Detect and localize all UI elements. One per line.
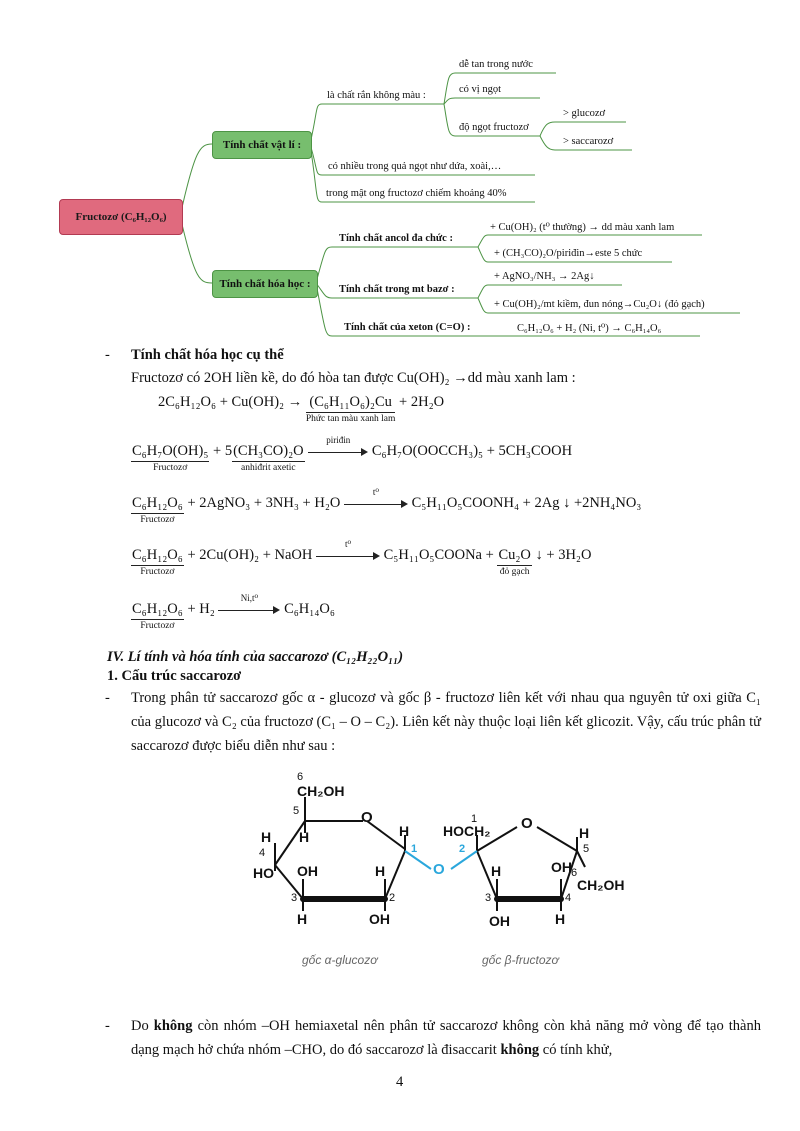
label-alpha-glucose: gốc α-glucozơ (302, 953, 378, 967)
label-c4: 4 (259, 847, 266, 859)
equation-4 (131, 538, 592, 577)
chem-intro: Fructozơ có 2OH liền kề, do đó hòa tan được Cu(OH)₂ →dd màu xanh lam : (131, 370, 576, 386)
label-h3: H (399, 823, 410, 839)
label-ho: HO (253, 865, 274, 881)
label-c6: 6 (297, 771, 304, 783)
eq5-underbrace (131, 601, 184, 631)
label-o-ring2: O (521, 815, 533, 832)
leaf-honey: trong mật ong fructozơ chiếm khoảng 40% (326, 188, 507, 199)
eq4-cond: t⁰ (344, 538, 352, 549)
eq4-underbrace-2 (497, 547, 531, 577)
label-h1: H (261, 829, 272, 845)
node-physical-properties: Tính chất vật lí : (212, 131, 312, 159)
label-f-c3: 3 (485, 892, 492, 904)
eq4-ub1-label: Fructozơ (140, 567, 175, 577)
label-c3: 3 (291, 892, 298, 904)
leaf-sweet: có vị ngọt (459, 84, 501, 95)
leaf-sweetness: độ ngọt fructozơ (459, 122, 529, 133)
eq1-ub-label: Phức tan màu xanh lam (305, 414, 396, 424)
eq2-ub2-label: anhiđrit axetic (241, 463, 296, 473)
eq3-right: C₅H₁₁O₅COONH₄ + 2Ag ↓ +2NH₄NO₃ (411, 495, 642, 511)
eq4-mid: + 2Cu(OH)₂ + NaOH (187, 547, 313, 563)
eq2-ub1-label: Fructozơ (153, 463, 188, 473)
eq5-mid: + H₂ (187, 601, 215, 617)
label-hoch2: HOCH₂ (443, 823, 491, 839)
eq2-cond: piriđin (326, 434, 351, 445)
eq4-underbrace-1 (131, 547, 184, 577)
sucrose-structure-diagram (245, 771, 625, 971)
label-f-c6: 6 (571, 867, 578, 879)
eq1-underbrace (306, 394, 396, 424)
eq3-mid: + 2AgNO₃ + 3NH₃ + H₂O (187, 495, 341, 511)
label-f-c4: 4 (565, 892, 572, 904)
equation-3 (131, 486, 642, 525)
equation-5 (131, 592, 335, 631)
eq2-ub1-text: C₆H₇O(OH)₅ (131, 443, 209, 462)
p2b-bold: không (153, 1018, 193, 1034)
p2e: có tính khử, (539, 1042, 613, 1058)
label-o-bridge: O (433, 861, 445, 878)
fructose-mindmap (0, 0, 800, 345)
leaf-base-r1: + AgNO₃/NH₃ → 2Ag↓ (494, 271, 595, 282)
mindmap-root: Fructozơ (C₆H₁₂O₆) (59, 199, 183, 235)
label-f-h2: H (579, 825, 590, 841)
section-heading-chem: Tính chất hóa học cụ thể (131, 347, 284, 363)
label-h5: H (297, 911, 308, 927)
eq5-right: C₆H₁₄O₆ (284, 601, 335, 617)
eq2-arrow (308, 434, 368, 459)
eq2-ub2-text: (CH₃CO)₂O (232, 443, 305, 462)
eq1-right: + 2H₂O (399, 394, 445, 410)
eq3-cond: t⁰ (372, 486, 380, 497)
bullet-dash: - (105, 347, 110, 363)
label-oh2: OH (369, 911, 390, 927)
leaf-base: Tính chất trong mt bazơ : (339, 284, 455, 295)
eq1-ub-text: (C₆H₁₁O₆)₂Cu (306, 394, 396, 413)
leaf-ketone: Tính chất của xeton (C=O) : (344, 322, 471, 333)
eq1-left: 2C₆H₁₂O₆ + Cu(OH)₂ → (158, 394, 303, 410)
subheading-structure: 1. Cấu trúc saccarozơ (107, 668, 242, 684)
leaf-gt-glucose: > glucozơ (563, 108, 606, 119)
label-h4: H (375, 863, 386, 879)
label-f-ch2oh: CH₂OH (577, 877, 625, 893)
eq4-ub1-text: C₆H₁₂O₆ (131, 547, 184, 566)
eq3-underbrace (131, 495, 184, 525)
bullet-dash-3: - (105, 1018, 110, 1034)
page-number: 4 (396, 1074, 404, 1090)
label-f-c2: 2 (459, 843, 466, 855)
eq4-right: C₅H₁₁O₅COONa + (383, 547, 494, 563)
label-f-h1: H (491, 863, 502, 879)
eq5-ub-text: C₆H₁₂O₆ (131, 601, 184, 620)
eq4-tail: ↓ + 3H₂O (535, 547, 592, 563)
eq2-mid: + 5 (213, 443, 233, 459)
leaf-fruits: có nhiều trong quả ngọt như dứa, xoài,… (328, 161, 502, 172)
label-c2: 2 (389, 892, 396, 904)
eq3-arrow (344, 486, 408, 511)
eq2-right: C₆H₇O(OOCCH₃)₅ + 5CH₃COOH (371, 443, 573, 459)
equation-1 (158, 394, 444, 424)
section-heading-iv: IV. Lí tính và hóa tính của saccarozơ (C₁₂H₂₂O₁₁) (107, 649, 404, 665)
equation-2 (131, 434, 573, 473)
leaf-gt-sucrose: > saccarozơ (563, 136, 614, 147)
label-h2: H (299, 829, 310, 845)
label-f-c5: 5 (583, 843, 590, 855)
label-f-c1: 1 (471, 813, 478, 825)
leaf-dissolve: dễ tan trong nước (459, 59, 533, 70)
p2c: còn nhóm –OH hemiaxetal nên phân tử saccarozơ không còn khả năng mở vòng để tạo thành dạng mạch hở chứa nhóm –CHO, do đó saccarozơ là đisaccarit (131, 1018, 761, 1058)
label-oh1: OH (297, 863, 318, 879)
p2d-bold: không (500, 1042, 540, 1058)
label-c5: 5 (293, 805, 300, 817)
label-o-ring1: O (361, 809, 373, 826)
eq2-underbrace-2 (232, 443, 305, 473)
label-beta-fructose: gốc β-fructozơ (482, 953, 559, 967)
leaf-polyol-r1: + Cu(OH)₂ (t⁰ thường) → dd màu xanh lam (490, 222, 675, 233)
label-f-oh2: OH (489, 913, 510, 929)
p2a: Do (131, 1018, 154, 1034)
leaf-polyol: Tính chất ancol đa chức : (339, 233, 453, 244)
eq5-cond: Ni,t⁰ (240, 592, 259, 603)
structure-paragraph: Trong phân tử saccarozơ gốc α - glucozơ và gốc β - fructozơ liên kết với nhau qua nguyên tử oxi giữa C₁ của glucozơ và C₂ của fructozơ (C₁ – O – C₂). Liên kết này thuộc loại liên kết glicozit. Vậy, cấu trúc phân tử saccarozơ được biểu diễn như sau : (131, 690, 761, 754)
eq4-ub2-label: đỏ gạch (499, 567, 530, 577)
leaf-polyol-r2: + (CH₃CO)₂O/piriđin→este 5 chức (494, 248, 643, 259)
eq4-ub2-text: Cu₂O (497, 547, 531, 566)
eq5-arrow (218, 592, 280, 617)
reducing-paragraph (131, 1014, 761, 1062)
label-f-h3: H (555, 911, 566, 927)
bullet-dash-2: - (105, 690, 110, 706)
leaf-base-r2: + Cu(OH)₂/mt kiềm, đun nóng→Cu₂O↓ (đỏ gạch) (494, 299, 705, 310)
leaf-ketone-r: C₆H₁₂O₆ + H₂ (Ni, t⁰) → C₆H₁₄O₆ (517, 323, 662, 334)
eq3-ub-label: Fructozơ (140, 515, 175, 525)
eq2-underbrace-1 (131, 443, 209, 473)
eq5-ub-label: Fructozơ (140, 621, 175, 631)
eq4-arrow (316, 538, 380, 563)
label-ch2oh-top: CH₂OH (297, 783, 345, 799)
label-c1: 1 (411, 843, 418, 855)
label-f-oh: OH (551, 859, 572, 875)
eq3-ub-text: C₆H₁₂O₆ (131, 495, 184, 514)
node-chemical-properties: Tính chất hóa học : (212, 270, 318, 298)
leaf-solid: là chất rắn không màu : (327, 90, 426, 101)
